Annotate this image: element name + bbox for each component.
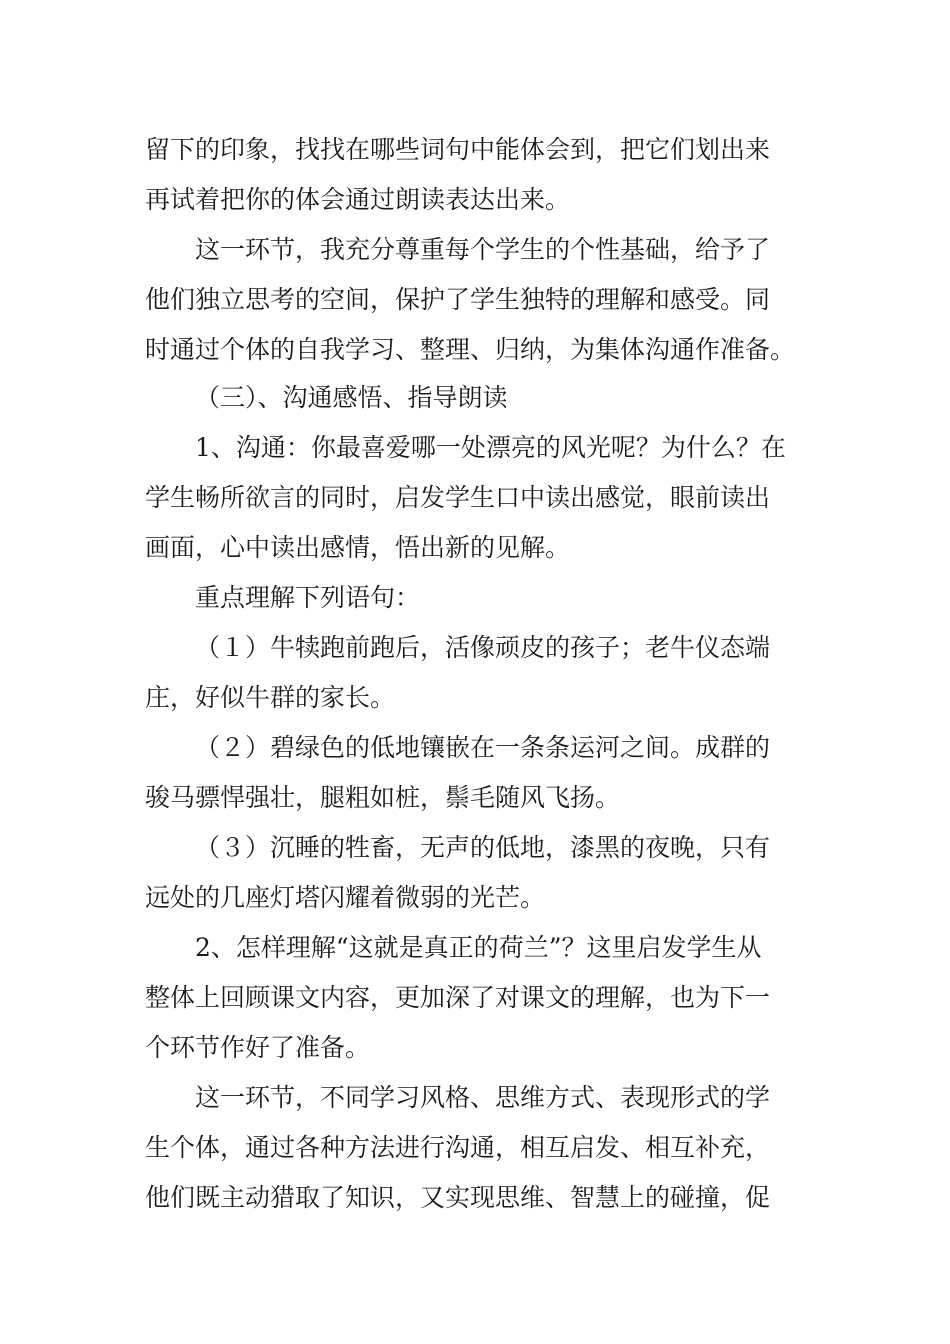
text-line: 再试着把你的体会通过朗读表达出来。 <box>145 185 571 214</box>
text-line: 庄，好似牛群的家长。 <box>145 683 396 712</box>
text-line: 个环节作好了准备。 <box>145 1033 371 1062</box>
paragraph-start: 这一环节，不同学习风格、思维方式、表现形式的学 <box>195 1083 771 1112</box>
text-line: 远处的几座灯塔闪耀着微弱的光芒。 <box>145 883 546 912</box>
text-line: 他们独立思考的空间，保护了学生独特的理解和感受。同 <box>145 285 771 314</box>
quote-item-1: （１）牛犊跑前跑后，活像顽皮的孩子；老牛仪态端 <box>195 633 771 662</box>
text-line: 骏马骠悍强壮，腿粗如桩，鬃毛随风飞扬。 <box>145 783 621 812</box>
text-line: 时通过个体的自我学习、整理、归纳，为集体沟通作准备。 <box>145 335 796 364</box>
text-line: 画面，心中读出感情，悟出新的见解。 <box>145 533 571 562</box>
quote-item-2: （２）碧绿色的低地镶嵌在一条条运河之间。成群的 <box>195 733 771 762</box>
text-line: 学生畅所欲言的同时，启发学生口中读出感觉，眼前读出 <box>145 483 771 512</box>
text-line: 他们既主动猎取了知识，又实现思维、智慧上的碰撞，促 <box>145 1183 771 1212</box>
text-line: 整体上回顾课文内容，更加深了对课文的理解，也为下一 <box>145 983 771 1012</box>
paragraph-start: 这一环节，我充分尊重每个学生的个性基础，给予了 <box>195 235 771 264</box>
paragraph-start: 重点理解下列语句： <box>195 583 421 612</box>
text-line: 生个体，通过各种方法进行沟通，相互启发、相互补充， <box>145 1133 771 1162</box>
paragraph-start: 2、怎样理解“这就是真正的荷兰”？这里启发学生从 <box>195 933 762 962</box>
quote-item-3: （３）沉睡的牲畜，无声的低地，漆黑的夜晚，只有 <box>195 833 771 862</box>
paragraph-start: 1、沟通：你最喜爱哪一处漂亮的风光呢？为什么？在 <box>195 433 786 462</box>
text-line: 留下的印象，找找在哪些词句中能体会到，把它们划出来 <box>145 135 771 164</box>
section-heading: （三）、沟通感悟、指导朗读 <box>195 383 508 412</box>
